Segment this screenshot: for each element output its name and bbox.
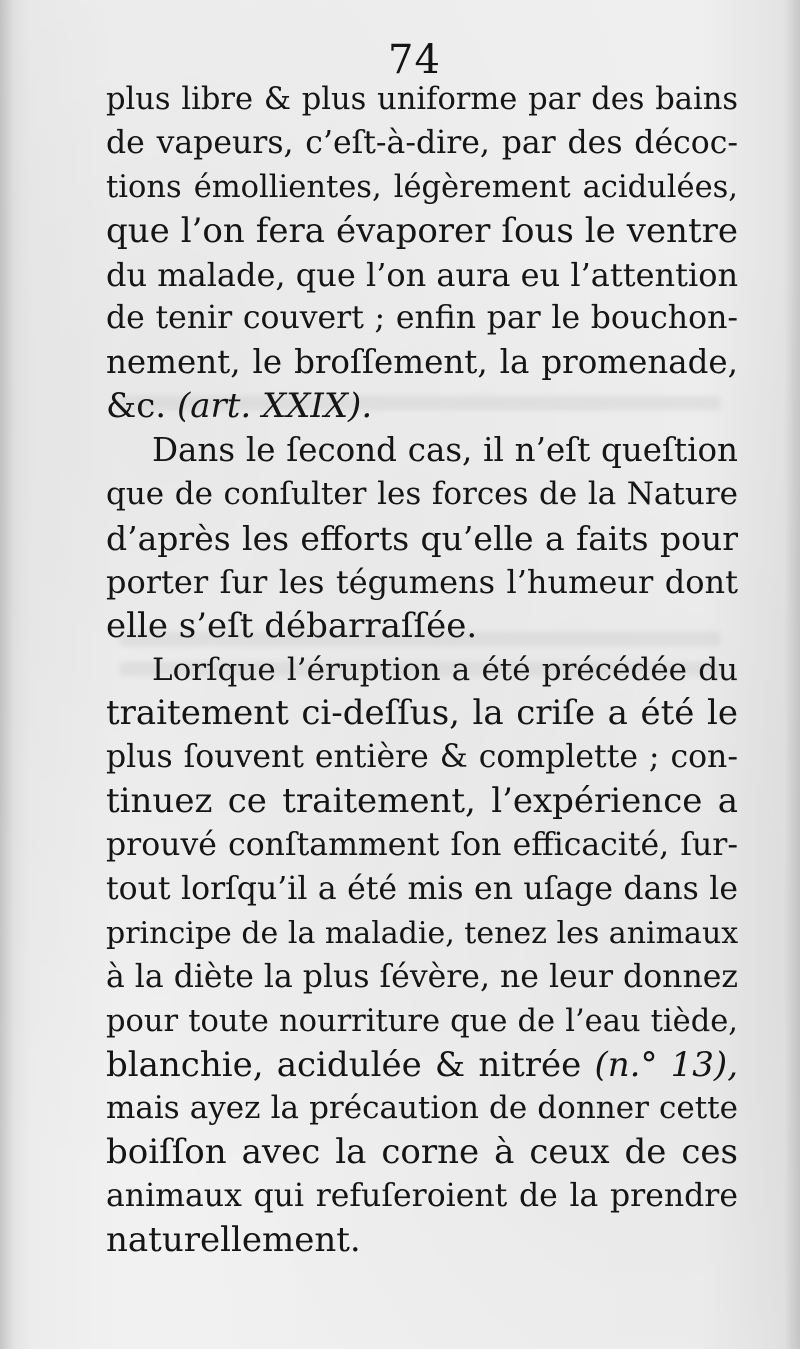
formula-reference: (n.° 13), bbox=[594, 1044, 738, 1085]
article-reference: (art. XXIX). bbox=[176, 386, 373, 427]
text-line: du malade, que l’on aura eu l’attention bbox=[106, 255, 739, 294]
text-line: plus ſouvent entière & complette ; con- bbox=[106, 739, 738, 776]
text-line: naturellement. bbox=[106, 1220, 361, 1261]
text-line: principe de la maladie, tenez les animaux bbox=[106, 915, 739, 951]
page-number: 74 bbox=[388, 37, 441, 83]
text-line: plus libre & plus uniforme par des bains bbox=[106, 82, 738, 117]
text-line bbox=[106, 1044, 738, 1088]
text-line: que de conſulter les forces de la Nature bbox=[106, 476, 738, 513]
text-line: de tenir couvert ; enfin par le bouchon- bbox=[106, 300, 738, 337]
paragraph-first-line: Lorſque l’éruption a été précédée du bbox=[152, 651, 738, 688]
text-line: mais ayez la précaution de donner cette bbox=[106, 1090, 738, 1127]
text-line: traitement ci-deſſus, la criſe a été le bbox=[106, 693, 738, 734]
text-line: d’après les efforts qu’elle a faits pour bbox=[106, 518, 738, 558]
text-line: tinuez ce traitement, l’expérience a bbox=[106, 781, 738, 822]
text-line: elle s’eſt débarraſſée. bbox=[106, 605, 478, 646]
text-line: pour toute nourriture que de l’eau tiède, bbox=[106, 1003, 738, 1039]
text-line: animaux qui refuſeroient de la prendre bbox=[106, 1178, 738, 1215]
text-line: prouvé conſtamment ſon efficacité, ſur- bbox=[106, 827, 738, 864]
text-line: de vapeurs, c’eſt-à-dire, par des décoc- bbox=[106, 124, 738, 161]
page-edge-shadow-left bbox=[0, 0, 14, 1349]
body-text bbox=[106, 78, 738, 1263]
text-line: que l’on fera évaporer ſous le ventre bbox=[106, 210, 738, 251]
page-edge-shadow-right bbox=[784, 0, 800, 1349]
text-line-main: &c. bbox=[106, 386, 167, 427]
text-line: tout lorſqu’il a été mis en uſage dans le bbox=[106, 871, 738, 908]
paragraph-first-line: Dans le ſecond cas, il n’eſt queſtion bbox=[152, 431, 738, 470]
text-line: à la diète la plus ſévère, ne leur donnez bbox=[106, 958, 738, 995]
text-line-main: blanchie, acidulée & nitrée bbox=[106, 1044, 582, 1085]
text-line: nement, le broſſement, la promenade, bbox=[106, 343, 738, 382]
text-line: porter ſur les tégumens l’humeur dont bbox=[106, 562, 738, 601]
text-line: boiſſon avec la corne à ceux de ces bbox=[106, 1132, 738, 1173]
text-line bbox=[106, 385, 738, 429]
text-line: tions émollientes, légèrement acidulées, bbox=[106, 169, 738, 205]
